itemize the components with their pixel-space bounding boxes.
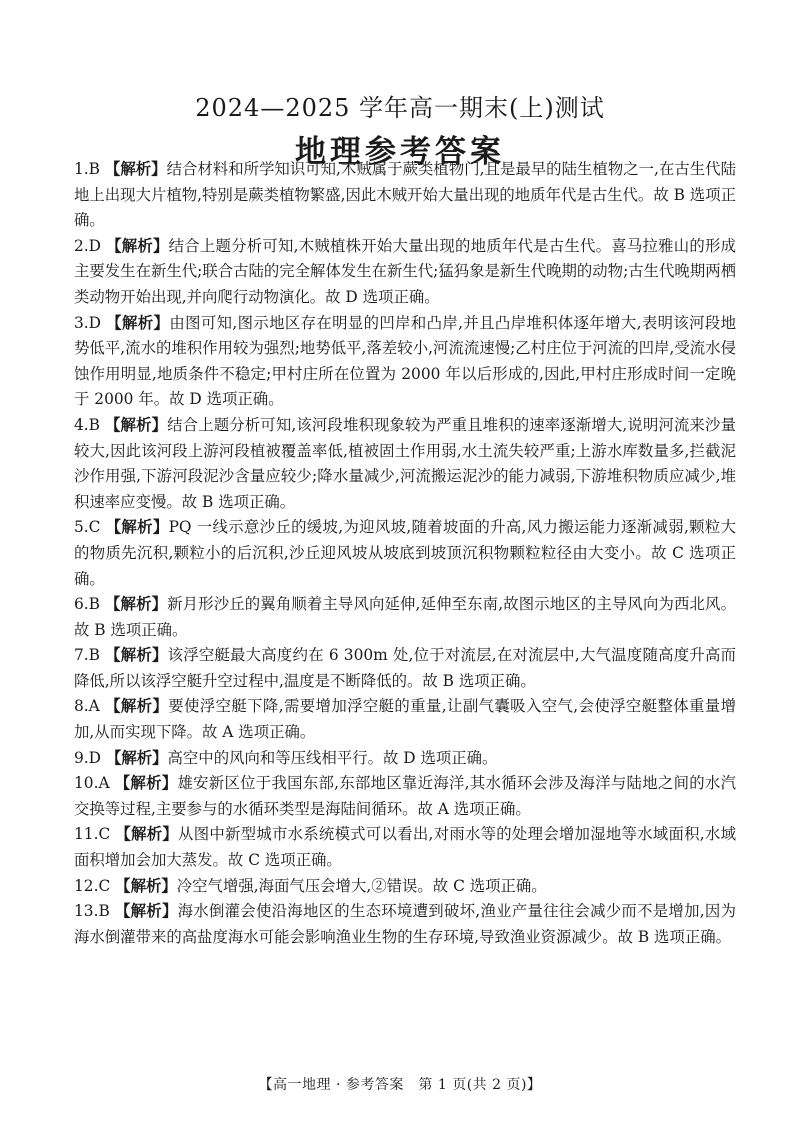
answer-item [74, 874, 736, 900]
answer-item [74, 643, 736, 694]
answer-text: 结合材料和所学知识可知,木贼属于蕨类植物门,且是最早的陆生植物之一,在古生代陆地上出现大片植物,特别是蕨类植物繁盛,因此木贼开始大量出现的地质年代是古生代。故 B 选项正确。 [74, 160, 736, 230]
answer-number: 7.B [74, 646, 100, 665]
answer-item [74, 311, 736, 413]
answer-number: 6.B [74, 595, 100, 614]
answer-number: 4.B [74, 415, 100, 434]
answer-number: 2.D [74, 236, 102, 255]
answer-number: 8.A [74, 697, 100, 716]
answer-item [74, 413, 736, 515]
answer-text: 该浮空艇最大高度约在 6 300m 处,位于对流层,在对流层中,大气温度随高度升高而降低,所以该浮空艇升空过程中,温度是不断降低的。故 B 选项正确。 [74, 646, 736, 690]
answer-item [74, 234, 736, 311]
analysis-tag: 【解析】 [106, 313, 170, 332]
answer-text: 海水倒灌会使沿海地区的生态环境遭到破坏,渔业产量往往会减少而不是增加,因为海水倒灌带来的高盐度海水可能会影响渔业生物的生存环境,导致渔业资源减少。故 B 选项正确。 [74, 902, 736, 946]
answer-number: 5.C [74, 518, 101, 537]
answer-item [74, 771, 736, 822]
answer-number: 11.C [74, 825, 111, 844]
answer-text: 从图中新型城市水系统模式可以看出,对雨水等的处理会增加湿地等水域面积,水域面积增加会加大蒸发。故 C 选项正确。 [74, 825, 736, 870]
analysis-tag: 【解析】 [115, 825, 179, 844]
answer-number: 9.D [74, 748, 102, 767]
analysis-tag: 【解析】 [115, 876, 177, 895]
answer-text: 冷空气增强,海面气压会增大,②错误。故 C 选项正确。 [176, 876, 547, 895]
answer-text: 新月形沙丘的翼角顺着主导风向延伸,延伸至东南,故图示地区的主导风向为西北风。故 B 选项正确。 [74, 595, 736, 639]
answer-item [74, 822, 736, 873]
answer-text: 高空中的风向和等压线相平行。故 D 选项正确。 [167, 748, 498, 767]
answer-item [74, 157, 736, 234]
answer-number: 1.B [74, 160, 100, 178]
answer-item [74, 899, 736, 950]
analysis-tag: 【解析】 [105, 646, 168, 665]
answer-item [74, 515, 736, 592]
answer-item [74, 746, 736, 772]
answer-number: 12.C [74, 876, 111, 895]
page-subtitle: 地理参考答案 [295, 134, 505, 170]
answer-number: 10.A [74, 774, 110, 793]
answer-item [74, 694, 736, 745]
page-footer: 【高一地理 · 参考答案 第 1 页(共 2 页)】 [258, 1077, 542, 1093]
analysis-tag: 【解析】 [105, 415, 168, 434]
analysis-tag: 【解析】 [105, 518, 169, 537]
answer-text: 雄安新区位于我国东部,东部地区靠近海洋,其水循环会涉及海洋与陆地之间的水汽交换等过程,主要参与的水循环类型是海陆间循环。故 A 选项正确。 [74, 774, 736, 818]
analysis-tag: 【解析】 [105, 748, 168, 767]
answer-item [74, 592, 736, 643]
page-title: 2024—2025 学年高一期末(上)测试 [195, 94, 605, 122]
analysis-tag: 【解析】 [105, 697, 169, 716]
analysis-tag: 【解析】 [114, 774, 178, 793]
analysis-tag: 【解析】 [105, 595, 168, 614]
answer-text: 由图可知,图示地区存在明显的凹岸和凸岸,并且凸岸堆积体逐年增大,表明该河段地势低平,流水的堆积作用较为强烈;地势低平,落差较小,河流流速慢;乙村庄位于河流的凹岸,受流水侵蚀作用明显,地质条件不稳定;甲村庄所在位置为 2000 年以后形成的,因此,甲村庄形成时间一定晚于 2000 年。故 D 选项正确。 [74, 313, 736, 409]
analysis-tag: 【解析】 [106, 236, 169, 255]
answer-number: 13.B [74, 902, 110, 921]
answer-number: 3.D [74, 313, 102, 332]
analysis-tag: 【解析】 [104, 160, 167, 178]
answer-text: 要使浮空艇下降,需要增加浮空艇的重量,让副气囊吸入空气,会使浮空艇整体重量增加,从而实现下降。故 A 选项正确。 [74, 697, 736, 742]
answer-text: 结合上题分析可知,该河段堆积现象较为严重且堆积的速率逐渐增大,说明河流来沙量较大,因此该河段上游河段植被覆盖率低,植被固土作用弱,水土流失较严重;上游水库数量多,拦截泥沙作用强,下游河段泥沙含量应较少;降水量减少,河流搬运泥沙的能力减弱,下游堆积物质应减少,堆积速率应变慢。故 B 选项正确。 [74, 415, 736, 511]
answer-list [74, 157, 736, 950]
analysis-tag: 【解析】 [114, 902, 178, 921]
answer-text: 结合上题分析可知,木贼植株开始大量出现的地质年代是古生代。喜马拉雅山的形成主要发生在新生代;联合古陆的完全解体发生在新生代;猛犸象是新生代晚期的动物;古生代晚期两栖类动物开始出现,并向爬行动物演化。故 D 选项正确。 [74, 236, 736, 306]
answer-text: PQ 一线示意沙丘的缓坡,为迎风坡,随着坡面的升高,风力搬运能力逐渐减弱,颗粒大的物质先沉积,颗粒小的后沉积,沙丘迎风坡从坡底到坡顶沉积物颗粒粒径由大变小。故 C 选项正确。 [74, 518, 736, 588]
